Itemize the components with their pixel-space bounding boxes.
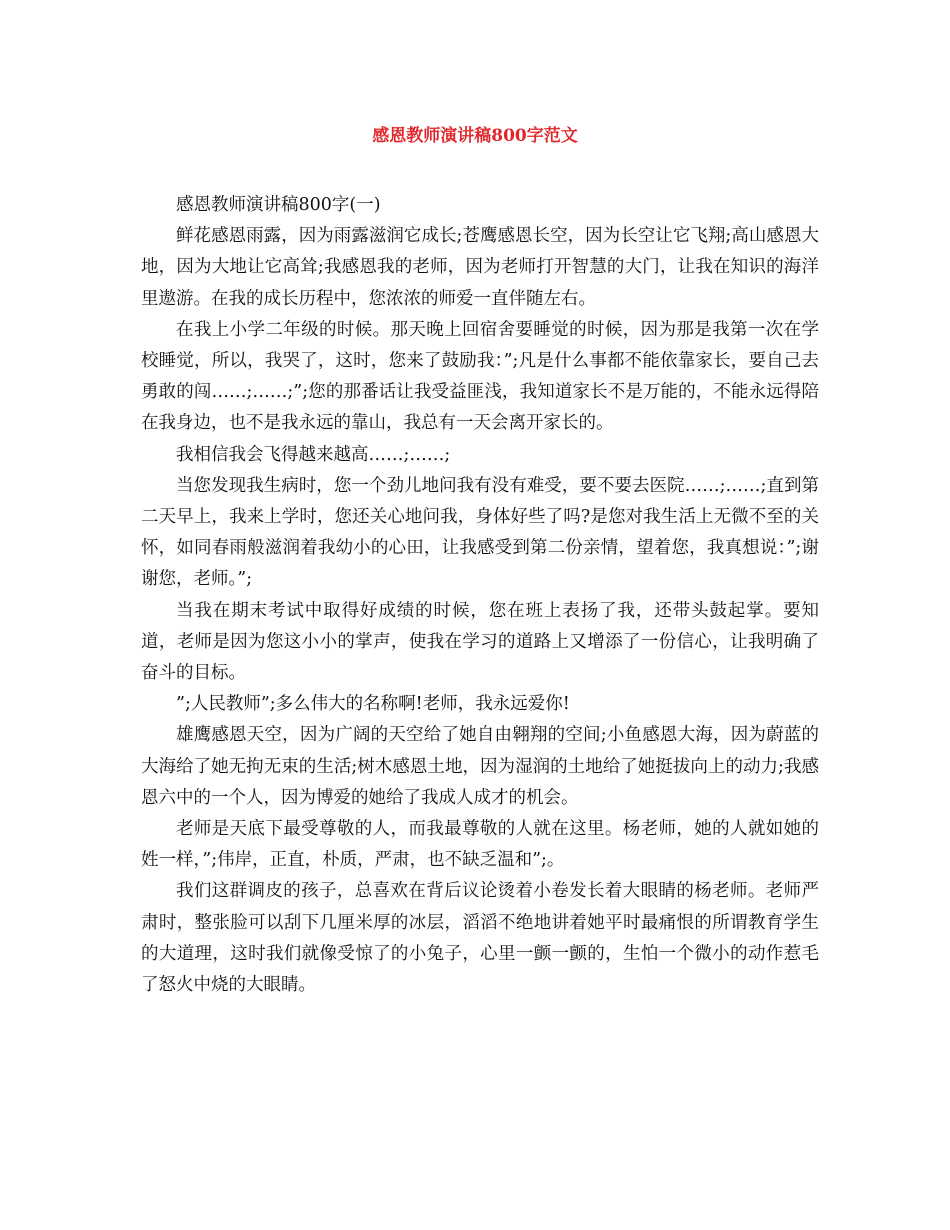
document-body bbox=[141, 190, 819, 1001]
paragraph: 我相信我会飞得越来越高……;……; bbox=[176, 444, 451, 465]
paragraph: ”;人民教师”;多么伟大的名称啊!老师，我永远爱你! bbox=[176, 694, 570, 715]
section-heading: 感恩教师演讲稿800字(一) bbox=[176, 195, 381, 215]
paragraph: 在我上小学二年级的时候。那天晚上回宿舍要睡觉的时候，因为那是我第一次在学校睡觉，所以，我哭了，这时，您来了鼓励我：”;凡是什么事都不能依靠家长，要自己去勇敢的闯……;……;”;您的那番话让我受益匪浅，我知道家长不是万能的，不能永远得陪在我身边，也不是我永远的靠山，我总有一天会离开家长的。 bbox=[141, 319, 819, 434]
paragraph: 鲜花感恩雨露，因为雨露滋润它成长;苍鹰感恩长空，因为长空让它飞翔;高山感恩大地，因为大地让它高耸;我感恩我的老师，因为老师打开智慧的大门，让我在知识的海洋里遨游。在我的成长历程中，您浓浓的师爱一直伴随左右。 bbox=[141, 226, 819, 309]
document-title: 感恩教师演讲稿800字范文 bbox=[372, 126, 578, 146]
paragraph: 当您发现我生病时，您一个劲儿地问我有没有难受，要不要去医院……;……;直到第二天早上，我来上学时，您还关心地问我，身体好些了吗?是您对我生活上无微不至的关怀，如同春雨般滋润着我幼小的心田，让我感受到第二份亲情，望着您，我真想说：”;谢谢您，老师。”; bbox=[141, 475, 819, 590]
paragraph: 当我在期末考试中取得好成绩的时候，您在班上表扬了我，还带头鼓起掌。要知道，老师是因为您这小小的掌声，使我在学习的道路上又增添了一份信心，让我明确了奋斗的目标。 bbox=[141, 600, 819, 684]
paragraph: 老师是天底下最受尊敬的人，而我最尊敬的人就在这里。杨老师，她的人就如她的姓一样，”;伟岸，正直，朴质，严肃，也不缺乏温和”;。 bbox=[141, 819, 819, 871]
paragraph: 我们这群调皮的孩子，总喜欢在背后议论烫着小卷发长着大眼睛的杨老师。老师严肃时，整张脸可以刮下几厘米厚的冰层，滔滔不绝地讲着她平时最痛恨的所谓教育学生的大道理，这时我们就像受惊了的小兔子，心里一颤一颤的，生怕一个微小的动作惹毛了怒火中烧的大眼睛。 bbox=[141, 881, 819, 996]
paragraph: 雄鹰感恩天空，因为广阔的天空给了她自由翱翔的空间;小鱼感恩大海，因为蔚蓝的大海给了她无拘无束的生活;树木感恩土地，因为湿润的土地给了她挺拔向上的动力;我感恩六中的一个人，因为博爱的她给了我成人成才的机会。 bbox=[141, 725, 819, 808]
